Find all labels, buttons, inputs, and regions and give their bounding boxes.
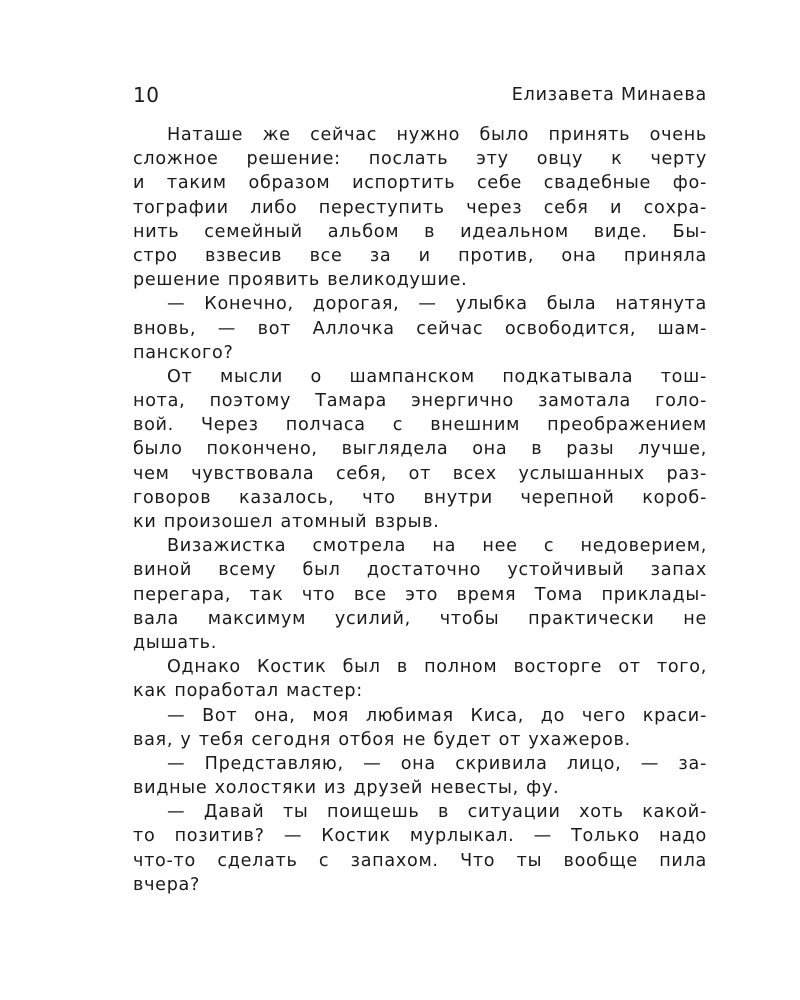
text-line: От мысли о шампанском подкатывала тош- (167, 366, 707, 387)
text-line: вой. Через полчаса с внешним преображением (133, 415, 707, 436)
text-line: нить семейный альбом в идеальном виде. Бы- (133, 221, 707, 242)
text-line: — Давай ты поищешь в ситуации хоть какой- (167, 802, 707, 823)
text-line: Однако Костик был в полном восторге от того, (167, 657, 707, 678)
text-line: вновь, — вот Аллочка сейчас освободится, шам- (133, 318, 707, 339)
text-line: было покончено, выглядела она в разы лучше, (133, 439, 707, 460)
text-line: — Вот она, моя любимая Киса, до чего краси- (167, 705, 707, 726)
text-line: Визажистка смотрела на нее с недоверием, (167, 536, 707, 557)
running-head-author: Елизавета Минаева (511, 85, 707, 105)
text-line: тографии либо переступить через себя и сохра- (133, 197, 707, 218)
text-line: решение проявить великодушие. (133, 270, 468, 291)
book-page-body (133, 123, 707, 897)
text-line: говоров казалось, что внутри черепной короб- (133, 487, 707, 508)
text-line: стро взвесив все за и против, она приняла (133, 245, 707, 266)
text-line: видные холостяки из друзей невесты, фу. (133, 778, 560, 799)
text-line: то позитив? — Костик мурлыкал. — Только надо (133, 826, 707, 847)
text-line: перегара, так что все это время Тома приклады- (133, 584, 707, 605)
text-line: Наташе же сейчас нужно было принять очень (167, 125, 707, 145)
text-line: как поработал мастер: (133, 681, 363, 702)
text-line: сложное решение: послать эту овцу к черту (133, 149, 707, 170)
text-line: ки произошел атомный взрыв. (133, 512, 440, 532)
text-line: — Конечно, дорогая, — улыбка была натянута (167, 294, 707, 315)
text-line: и таким образом испортить себе свадебные фо- (133, 173, 707, 194)
text-line: чем чувствовала себя, от всех услышанных раз- (133, 463, 707, 484)
text-line: что-то сделать с запахом. Что ты вообще пила (133, 850, 707, 871)
text-line: виной всему был достаточно устойчивый запах (133, 560, 707, 581)
page-number: 10 (133, 83, 160, 107)
text-line: вала максимум усилий, чтобы практически не (133, 608, 707, 629)
text-line: дышать. (133, 632, 218, 653)
text-line: вая, у тебя сегодня отбоя не будет от ухажеров. (133, 729, 631, 750)
page-header (133, 82, 707, 108)
text-line: панского? (133, 342, 234, 363)
text-line: вчера? (133, 874, 201, 895)
text-line: — Представляю, — она скривила лицо, — за- (167, 753, 707, 774)
text-line: нота, поэтому Тамара энергично замотала голо- (133, 391, 707, 412)
